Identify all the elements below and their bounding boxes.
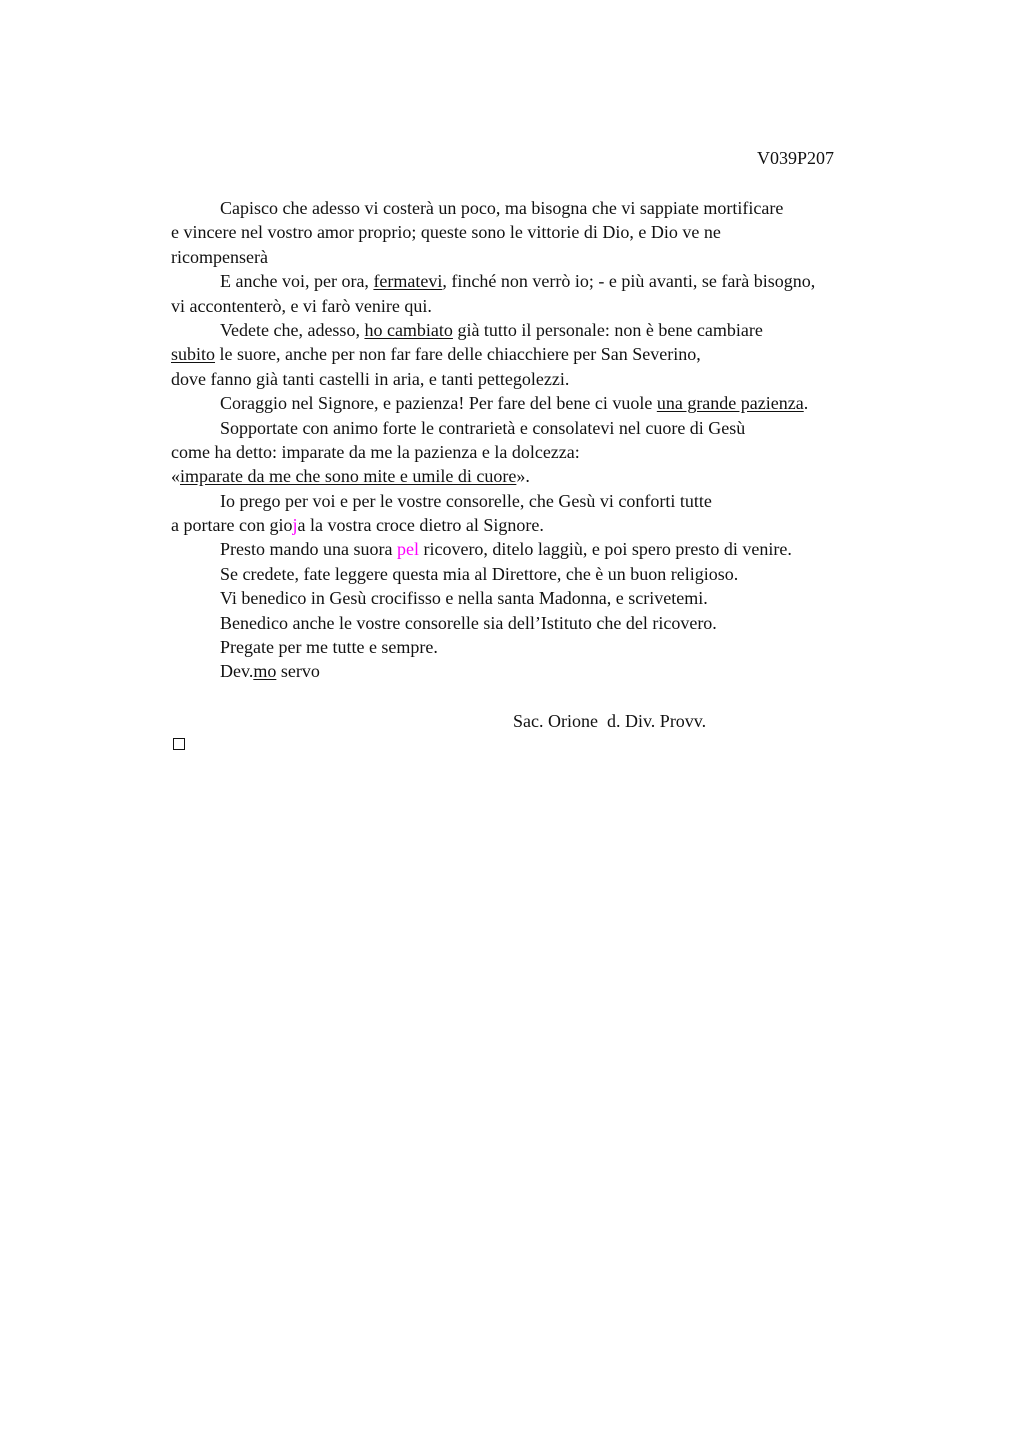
- text-segment: Sopportate con animo forte le contrarietà e consolatevi nel cuore di Gesù: [220, 417, 746, 438]
- text-segment: Vi benedico in Gesù crocifisso e nella santa Madonna, e scrivetemi.: [220, 588, 708, 609]
- text-segment: a portare con gio: [171, 515, 293, 536]
- letter-line: [171, 489, 931, 513]
- text-segment: a la vostra croce dietro al Signore.: [297, 515, 544, 536]
- text-segment: Capisco che adesso vi costerà un poco, ma bisogna che vi sappiate mortificare: [220, 198, 784, 218]
- text-segment: Presto mando una suora: [220, 539, 397, 560]
- text-segment: servo: [276, 661, 320, 682]
- letter-line: [171, 245, 931, 269]
- text-segment: le suore, anche per non far fare delle chiacchiere per San Severino,: [215, 344, 701, 365]
- text-segment: Vedete che, adesso,: [220, 319, 365, 340]
- text-segment: ricompenserà: [171, 246, 268, 267]
- text-segment: come ha detto: imparate da me la pazienza e la dolcezza:: [171, 441, 580, 462]
- letter-line: [171, 391, 931, 415]
- letter-line: [171, 611, 931, 635]
- letter-line: [171, 367, 931, 391]
- letter-line: [171, 342, 931, 366]
- letter-body: [171, 196, 931, 684]
- text-segment: Dev.: [220, 661, 254, 682]
- letter-line: [171, 659, 931, 683]
- page-id: V039P207: [757, 148, 835, 168]
- text-segment: e vincere nel vostro amor proprio; queste sono le vittorie di Dio, e Dio ve ne: [171, 222, 721, 243]
- text-segment: già tutto il personale: non è bene cambiare: [452, 319, 763, 340]
- text-segment: «: [171, 466, 180, 487]
- letter-line: [171, 635, 931, 659]
- underlined-text: mo: [253, 661, 277, 682]
- letter-line: [171, 562, 931, 586]
- letter-line: [171, 220, 931, 244]
- letter-line: [171, 269, 931, 293]
- letter-line: [171, 318, 931, 342]
- underlined-text: ho cambiato: [364, 319, 453, 340]
- signature: Sac. Orione d. Div. Provv.: [513, 711, 707, 731]
- text-segment: dove fanno già tanti castelli in aria, e tanti pettegolezzi.: [171, 368, 570, 389]
- text-segment: vi accontenterò, e vi farò venire qui.: [171, 295, 432, 316]
- underlined-text: subito: [171, 344, 216, 365]
- end-mark-square-icon: [173, 738, 185, 750]
- letter-line: [171, 416, 931, 440]
- text-segment: , finché non verrò io; - e più avanti, se farà bisogno,: [442, 271, 816, 292]
- letter-line: [171, 196, 931, 220]
- letter-line: [171, 537, 931, 561]
- underlined-text: fermatevi: [373, 271, 443, 292]
- text-segment: ».: [516, 466, 530, 487]
- letter-line: [171, 294, 931, 318]
- text-segment: .: [803, 393, 809, 414]
- letter-line: [171, 464, 931, 488]
- underlined-text: una grande pazienza: [656, 393, 804, 414]
- text-segment: Io prego per voi e per le vostre consorelle, che Gesù vi conforti tutte: [220, 490, 712, 511]
- letter-line: [171, 586, 931, 610]
- text-segment: Se credete, fate leggere questa mia al Direttore, che è un buon religioso.: [220, 563, 739, 584]
- text-segment: Coraggio nel Signore, e pazienza! Per fare del bene ci vuole: [220, 393, 657, 414]
- highlighted-text: j: [292, 515, 298, 536]
- text-segment: Benedico anche le vostre consorelle sia dell’Istituto che del ricovero.: [220, 612, 717, 633]
- highlighted-text: pel: [396, 539, 419, 560]
- underlined-text: imparate da me che sono mite e umile di cuore: [180, 466, 517, 487]
- letter-line: [171, 513, 931, 537]
- text-segment: Pregate per me tutte e sempre.: [220, 637, 438, 658]
- text-segment: E anche voi, per ora,: [220, 271, 374, 292]
- letter-line: [171, 440, 931, 464]
- text-segment: ricovero, ditelo laggiù, e poi spero presto di venire.: [418, 539, 792, 560]
